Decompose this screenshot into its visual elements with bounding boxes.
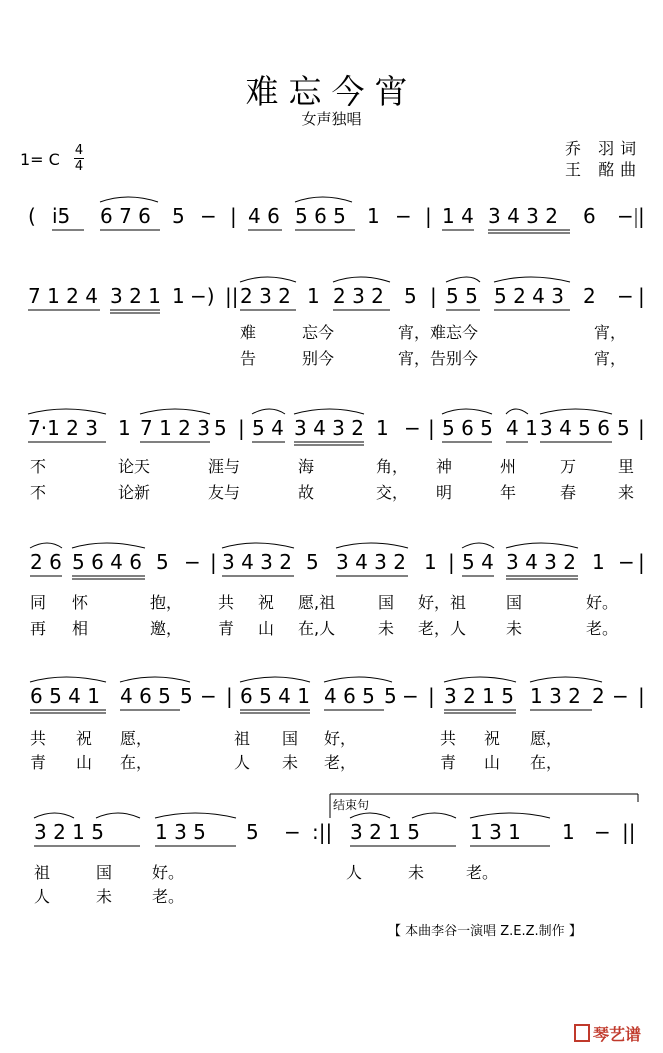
note-group: 5 xyxy=(617,416,630,440)
note-group: 3 4 3 2 xyxy=(336,550,406,574)
lyric: 青 xyxy=(218,619,235,638)
lyric: 青 xyxy=(440,753,457,772)
note-group: 1 3 5 xyxy=(155,820,206,844)
note-group: 5 xyxy=(384,684,397,708)
lyrics-verse2-row4 xyxy=(0,616,663,640)
lyric: 同 xyxy=(30,593,47,612)
lyrics-verse1-row6 xyxy=(0,860,663,884)
system-3 xyxy=(0,408,663,528)
note-group: 3 4 3 2 xyxy=(222,550,292,574)
note-group: 5 4 xyxy=(462,550,494,574)
note-group: 1 xyxy=(592,550,605,574)
lyric: 老。 xyxy=(466,863,499,882)
note-group: 1 xyxy=(118,416,131,440)
lyric: 好， xyxy=(324,729,357,748)
lyric: 青 xyxy=(30,753,47,772)
note-group: − xyxy=(402,684,419,708)
lyrics-verse1-row2 xyxy=(0,320,663,344)
system-5 xyxy=(0,676,663,796)
note-group: 1 3 1 xyxy=(470,820,521,844)
barline: | xyxy=(430,284,437,308)
note-group: 5 xyxy=(156,550,169,574)
lyric: 山 xyxy=(484,753,501,772)
lyric: 邀， xyxy=(150,619,183,638)
note-group: 5 6 5 xyxy=(442,416,493,440)
lyric: 未 xyxy=(282,753,299,772)
note-group: − xyxy=(184,550,201,574)
lyric: 祝 xyxy=(76,729,93,748)
note-group: 1 xyxy=(424,550,437,574)
lyric: 再 xyxy=(30,619,47,638)
note-group: 5 2 4 3 xyxy=(494,284,564,308)
watermark-text: 琴艺谱 xyxy=(593,1025,642,1044)
lyric: 宵，难忘今 xyxy=(398,323,479,342)
note-group: 4 1 xyxy=(506,416,538,440)
note-group: 5 6 4 6 xyxy=(72,550,142,574)
lyric: 州 xyxy=(500,457,517,476)
note-group: 3 4 5 6 xyxy=(540,416,610,440)
barline: | xyxy=(425,204,432,228)
key-signature: 1= C xyxy=(20,150,60,169)
final-barline: || xyxy=(622,820,636,844)
barline: | xyxy=(448,550,455,574)
note-group: 6 5 4 1 xyxy=(30,684,100,708)
lyric: 交， xyxy=(376,483,409,502)
lyric: 国 xyxy=(96,863,113,882)
note-group: 2 3 2 xyxy=(333,284,384,308)
lyric: 国 xyxy=(282,729,299,748)
lyric: 忘今 xyxy=(302,323,335,342)
lyric: 愿， xyxy=(530,729,563,748)
lyric: 愿,祖 xyxy=(298,593,336,612)
note-group: 5 6 5 xyxy=(295,204,346,228)
note-group: − xyxy=(200,204,217,228)
lyric: 山 xyxy=(76,753,93,772)
lyric: 涯与 xyxy=(208,457,241,476)
lyric: 共 xyxy=(440,729,457,748)
note-group: 2 3 2 xyxy=(240,284,291,308)
composer-credit: 王 酩曲 xyxy=(565,160,643,179)
note-group: 3 4 3 2 xyxy=(506,550,576,574)
lyric: 宵， xyxy=(594,323,627,342)
lyric: 老， xyxy=(324,753,357,772)
note-group: − xyxy=(404,416,421,440)
note-group: 7 1 2 3 xyxy=(140,416,210,440)
lyric: 老，人 xyxy=(418,619,467,638)
lyric: 论新 xyxy=(118,483,151,502)
note-group: 6 xyxy=(583,204,596,228)
lyric: 祖 xyxy=(34,863,51,882)
note-group: 1 xyxy=(562,820,575,844)
barline: | xyxy=(238,416,245,440)
barline: || xyxy=(225,284,239,308)
lyrics-verse1-row4 xyxy=(0,590,663,614)
lyric: 未 xyxy=(506,619,523,638)
lyric: 好，祖 xyxy=(418,593,467,612)
note-group: 2 xyxy=(592,684,605,708)
lyric: 年 xyxy=(500,483,517,502)
note-group: 4 6 5 xyxy=(120,684,171,708)
note-group: 4 6 xyxy=(248,204,280,228)
note-group: 2 xyxy=(583,284,596,308)
ending-label: 结束句 xyxy=(333,798,370,812)
note-group: 5 xyxy=(246,820,259,844)
barline: | xyxy=(210,550,217,574)
lyric: 告 xyxy=(240,349,257,368)
note-group: 6 5 4 1 xyxy=(240,684,310,708)
lyrics-verse2-row6 xyxy=(0,884,663,908)
note-group: 1 xyxy=(172,284,185,308)
lyric: 未 xyxy=(408,863,425,882)
lyric: 宵， xyxy=(594,349,627,368)
lyric: 在， xyxy=(530,753,563,772)
lyric: 在， xyxy=(120,753,153,772)
barline: | xyxy=(638,416,645,440)
note-group: ( xyxy=(28,204,36,228)
lyric: 不 xyxy=(30,483,47,502)
lyric: 祝 xyxy=(258,593,275,612)
note-group: 7 1 2 4 xyxy=(28,284,98,308)
note-group: 5 xyxy=(172,204,185,228)
lyric: 国 xyxy=(506,593,523,612)
footer-credit: 【 本曲李谷一演唱 Z.E.Z.制作 】 xyxy=(388,924,582,939)
lyric: 故 xyxy=(298,483,315,502)
barline: | xyxy=(428,416,435,440)
lyric: 怀 xyxy=(72,593,89,612)
lyric: 神 xyxy=(436,457,453,476)
meter-bottom: 4 xyxy=(74,159,84,174)
lyric: 老。 xyxy=(586,619,619,638)
lyric: 好。 xyxy=(586,593,619,612)
lyric: 国 xyxy=(378,593,395,612)
note-group: 5 xyxy=(180,684,193,708)
lyric: 万 xyxy=(560,457,577,476)
note-group: 7·1 2 3 xyxy=(28,416,98,440)
lyric: 里 xyxy=(618,457,635,476)
lyric: 明 xyxy=(436,483,453,502)
lyric: 好。 xyxy=(152,863,185,882)
lyric: 愿， xyxy=(120,729,153,748)
note-group: 5 xyxy=(404,284,417,308)
note-group: 3 2 1 5 xyxy=(350,820,420,844)
lyric: 人 xyxy=(346,863,363,882)
note-group: − xyxy=(618,550,635,574)
note-group: − xyxy=(395,204,412,228)
lyric: 春 xyxy=(560,483,577,502)
lyric: 抱， xyxy=(150,593,183,612)
note-group: 1 xyxy=(376,416,389,440)
lyric: 难 xyxy=(240,323,257,342)
lyric: 祝 xyxy=(484,729,501,748)
lyric: 共 xyxy=(218,593,235,612)
lyric: 山 xyxy=(258,619,275,638)
song-subtitle: 女声独唱 xyxy=(301,110,362,128)
lyric: 未 xyxy=(96,887,113,906)
note-group: 3 2 1 xyxy=(110,284,161,308)
lyric: 不 xyxy=(30,457,47,476)
lyrics-verse2-row3 xyxy=(0,480,663,504)
watermark-logo xyxy=(574,1022,641,1045)
lyric: 角， xyxy=(376,457,409,476)
note-group: 2 6 xyxy=(30,550,62,574)
note-group: 3 2 1 5 xyxy=(34,820,104,844)
lyrics-verse1-row3 xyxy=(0,454,663,478)
note-group: − xyxy=(612,684,629,708)
note-group: 5 xyxy=(306,550,319,574)
lyric: 共 xyxy=(30,729,47,748)
slurs-underlines-1 xyxy=(0,196,663,256)
note-group: i5 xyxy=(52,204,71,228)
lyrics-verse2-row2 xyxy=(0,346,663,370)
note-group: 3 4 3 2 xyxy=(294,416,364,440)
lyrics-verse2-row5 xyxy=(0,750,663,774)
barline: | xyxy=(638,204,645,228)
note-group: − xyxy=(617,204,634,228)
lyric: 祖 xyxy=(234,729,251,748)
note-group: − xyxy=(594,820,611,844)
time-signature xyxy=(73,144,85,173)
note-group: 6 7 6 xyxy=(100,204,151,228)
repeat-barline: :|| xyxy=(312,820,333,844)
note-group: 3 4 3 2 xyxy=(488,204,558,228)
note-group: 1 xyxy=(307,284,320,308)
lyric: 别今 xyxy=(302,349,335,368)
system-6 xyxy=(0,812,663,932)
lyric: 宵，告别今 xyxy=(398,349,479,368)
note-group: 5 5 xyxy=(446,284,478,308)
lyric: 在,人 xyxy=(298,619,336,638)
note-group: − xyxy=(200,684,217,708)
barline: | xyxy=(638,684,645,708)
lyric: 人 xyxy=(34,887,51,906)
lyric: 论天 xyxy=(118,457,151,476)
song-title: 难忘今宵 xyxy=(245,72,418,111)
note-group: 1 4 xyxy=(442,204,474,228)
logo-icon xyxy=(574,1024,590,1042)
lyricist-credit: 乔 羽词 xyxy=(565,139,643,158)
note-group: 3 2 1 5 xyxy=(444,684,514,708)
note-group: 1 xyxy=(367,204,380,228)
note-group: − xyxy=(284,820,301,844)
note-group: 4 6 5 xyxy=(324,684,375,708)
lyric: 相 xyxy=(72,619,89,638)
lyric: 未 xyxy=(378,619,395,638)
barline: | xyxy=(638,550,645,574)
lyric: 来 xyxy=(618,483,635,502)
note-group: − xyxy=(617,284,634,308)
note-group: 5 xyxy=(214,416,227,440)
lyric: 人 xyxy=(234,753,251,772)
barline: | xyxy=(428,684,435,708)
system-4 xyxy=(0,542,663,662)
note-group: −) xyxy=(190,284,215,308)
barline: | xyxy=(226,684,233,708)
barline: | xyxy=(638,284,645,308)
note-group: 5 4 xyxy=(252,416,284,440)
lyrics-verse1-row5 xyxy=(0,726,663,750)
lyric: 海 xyxy=(298,457,315,476)
meter-top: 4 xyxy=(74,143,84,158)
lyric: 友与 xyxy=(208,483,241,502)
barline: | xyxy=(230,204,237,228)
lyric: 老。 xyxy=(152,887,185,906)
system-2 xyxy=(0,276,663,396)
note-group: 1 3 2 xyxy=(530,684,581,708)
